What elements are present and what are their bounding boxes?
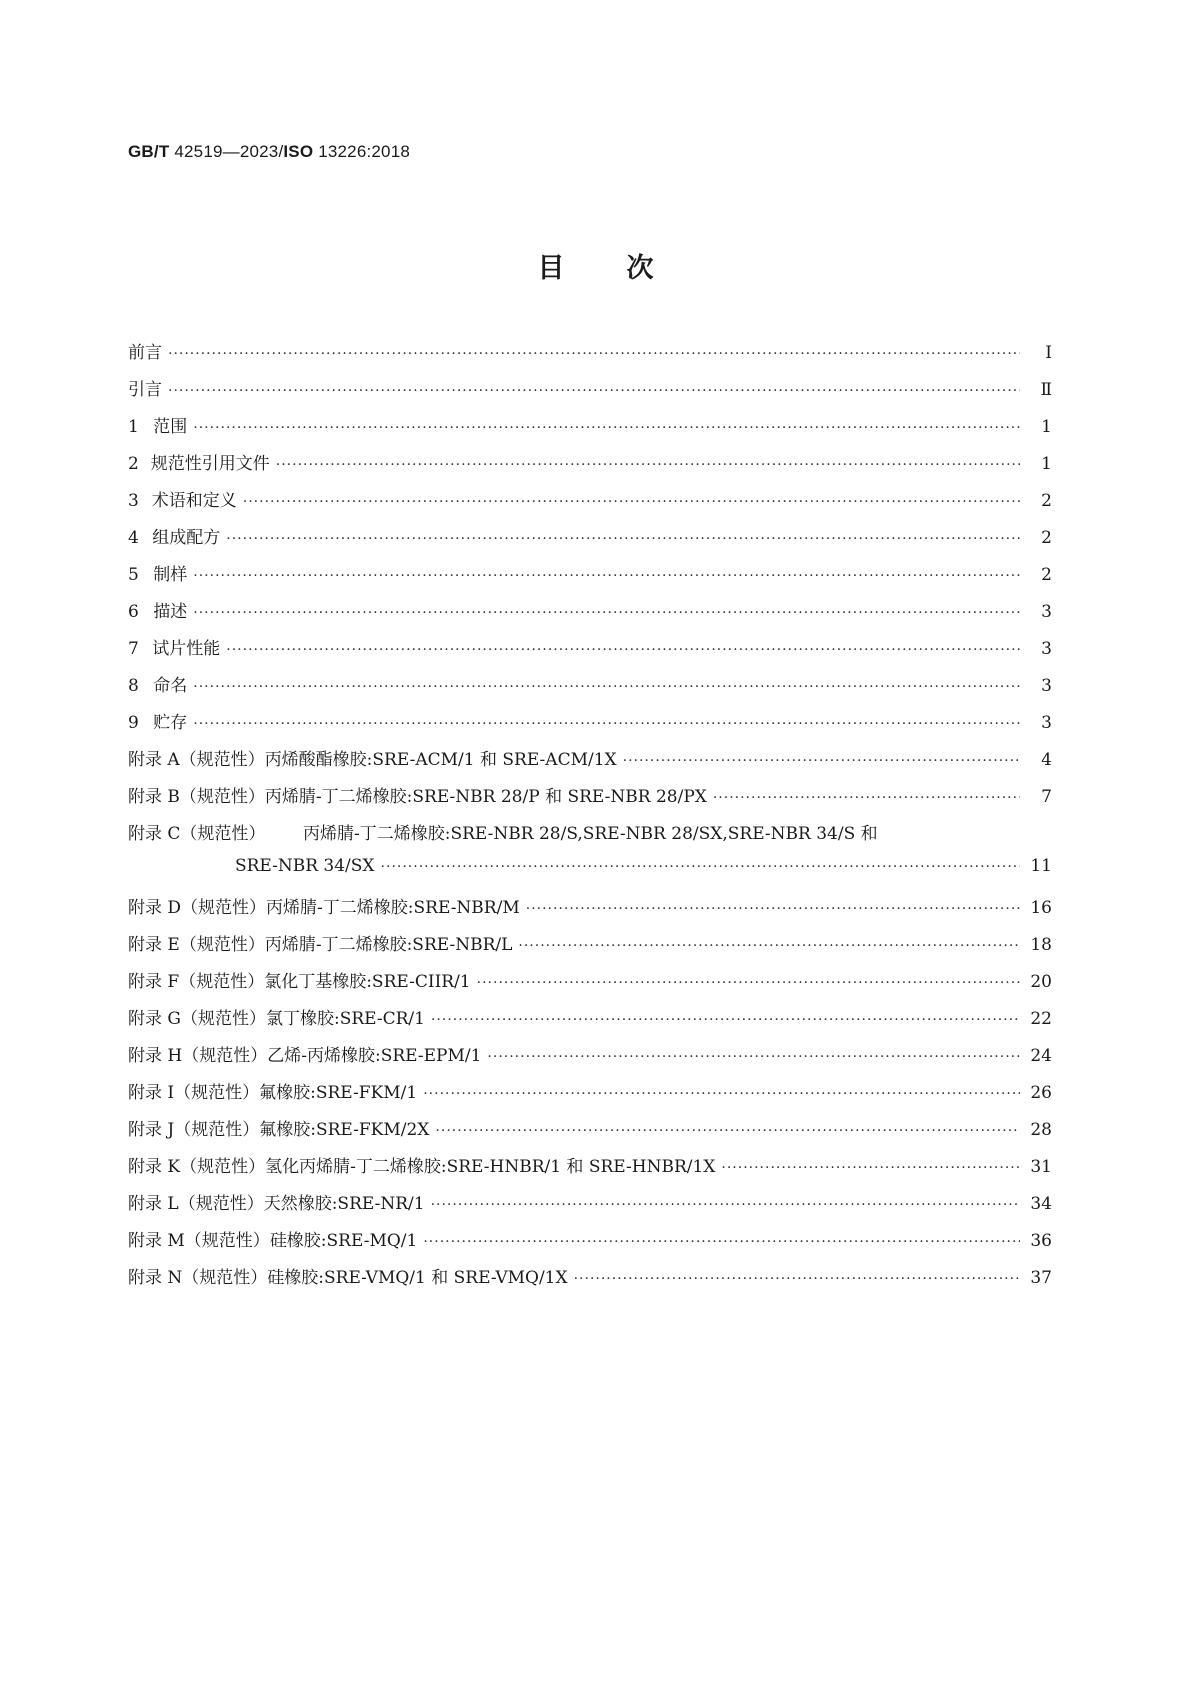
clause-number: 5 [128,565,139,585]
dot-leader [423,1086,1020,1102]
toc-entry-annex-k[interactable] [128,1152,1052,1189]
toc-entry-annex-c[interactable] [128,819,1052,856]
toc-entry-title: 丙烯酸酯橡胶:SRE-ACM/1 和 SRE-ACM/1X [264,750,617,770]
annex-label: 附录 G（规范性） [128,1009,266,1029]
clause-number: 8 [128,676,139,696]
toc-entry-title: 乙烯-丙烯橡胶:SRE-EPM/1 [267,1046,482,1066]
dot-leader [526,901,1020,917]
toc-page-number: 2 [1041,565,1052,585]
toc-entry-title: 贮存 [153,713,188,733]
toc-entry-clause-8[interactable] [128,671,1052,708]
document-code [128,142,410,162]
annex-label: 附录 F（规范性） [128,972,265,992]
dot-leader [431,1197,1020,1213]
dot-leader [193,679,1020,695]
toc-entry-annex-l[interactable] [128,1189,1052,1226]
annex-label: 附录 A（规范性） [128,750,265,770]
dot-leader [518,938,1020,954]
toc-entry-title: 氯化丁基橡胶:SRE-CIIR/1 [264,972,471,992]
toc-page-number: 24 [1030,1046,1052,1066]
toc-page-number: 26 [1030,1083,1052,1103]
toc-entry-title: 硅橡胶:SRE-VMQ/1 和 SRE-VMQ/1X [267,1268,568,1288]
clause-number: 7 [128,639,139,659]
toc-page-number: 16 [1030,898,1052,918]
dot-leader [435,1123,1020,1139]
toc-entry-title: 前言 [128,343,162,363]
dot-leader [381,859,1020,875]
toc-entry-annex-g[interactable] [128,1004,1052,1041]
toc-entry-clause-7[interactable] [128,634,1052,671]
clause-number: 2 [128,454,139,474]
toc-page-number: 3 [1041,676,1052,696]
standard-number: 42519—2023/ [174,142,284,161]
toc-entry-title: 丙烯腈-丁二烯橡胶:SRE-NBR/L [264,935,513,955]
toc-entry-title: 丙烯腈-丁二烯橡胶:SRE-NBR/M [266,898,520,918]
clause-number: 1 [128,417,139,437]
toc-entry-title: SRE-NBR 34/SX [234,856,375,876]
toc-page-number: 3 [1041,639,1052,659]
toc-page-number: Ⅱ [1040,380,1052,400]
toc-entry-clause-6[interactable] [128,597,1052,634]
toc-entry-title: 氯丁橡胶:SRE-CR/1 [265,1009,425,1029]
toc-page-number: 22 [1030,1009,1052,1029]
toc-entry-annex-a[interactable] [128,745,1052,782]
annex-label: 附录 D（规范性） [128,898,267,918]
table-of-contents [128,338,1052,1300]
dot-leader [713,790,1020,806]
toc-entry-title: 引言 [128,380,162,400]
toc-entry-title: 丙烯腈-丁二烯橡胶:SRE-NBR 28/P 和 SRE-NBR 28/PX [264,787,707,807]
dot-leader [193,605,1020,621]
dot-leader [168,383,1020,399]
clause-number: 4 [128,528,139,548]
toc-entry-title: 命名 [153,676,188,696]
toc-entry-title: 氢化丙烯腈-丁二烯橡胶:SRE-HNBR/1 和 SRE-HNBR/1X [265,1157,716,1177]
annex-label: 附录 H（规范性） [128,1046,268,1066]
dot-leader [487,1049,1020,1065]
dot-leader [168,346,1020,362]
toc-entry-preface[interactable] [128,338,1052,375]
dot-leader [193,568,1020,584]
dot-leader [721,1160,1020,1176]
dot-leader [423,1234,1020,1250]
toc-entry-clause-2[interactable] [128,449,1052,486]
toc-entry-annex-m[interactable] [128,1226,1052,1263]
dot-leader [226,642,1020,658]
toc-page-number: 1 [1041,454,1052,474]
toc-entry-introduction[interactable] [128,375,1052,412]
dot-leader [193,716,1020,732]
toc-page-number: 34 [1030,1194,1052,1214]
dot-leader [623,753,1020,769]
toc-page-number: 31 [1030,1157,1052,1177]
toc-entry-annex-c-continued[interactable] [128,856,1052,893]
toc-entry-clause-4[interactable] [128,523,1052,560]
toc-entry-title: 氟橡胶:SRE-FKM/2X [259,1120,430,1140]
annex-label: 附录 L（规范性） [128,1194,264,1214]
toc-entry-title: 硅橡胶:SRE-MQ/1 [269,1231,418,1251]
toc-entry-annex-h[interactable] [128,1041,1052,1078]
dot-leader [243,494,1020,510]
clause-number: 3 [128,491,139,511]
annex-label: 附录 B（规范性） [128,787,265,807]
toc-page-number: 37 [1030,1268,1052,1288]
toc-page-number: 3 [1041,713,1052,733]
clause-number: 9 [128,713,139,733]
annex-label: 附录 I（规范性） [128,1083,260,1103]
clause-number: 6 [128,602,139,622]
toc-entry-title: 描述 [153,602,188,622]
toc-entry-title: 丙烯腈-丁二烯橡胶:SRE-NBR 28/S,SRE-NBR 28/SX,SRE-NBR 34/S 和 [303,824,878,844]
annex-label: 附录 E（规范性） [128,935,265,955]
iso-prefix: ISO [283,142,314,161]
dot-leader [477,975,1020,991]
toc-entry-title: 试片性能 [152,639,221,659]
annex-label: 附录 J（规范性） [128,1120,260,1140]
toc-entry-clause-1[interactable] [128,412,1052,449]
dot-leader [276,457,1020,473]
toc-page-number: 1 [1041,417,1052,437]
toc-entry-title: 氟橡胶:SRE-FKM/1 [259,1083,418,1103]
toc-entry-clause-5[interactable] [128,560,1052,597]
iso-number: 13226:2018 [318,142,411,161]
toc-entry-clause-9[interactable] [128,708,1052,745]
dot-leader [226,531,1020,547]
toc-entry-title: 组成配方 [152,528,221,548]
dot-leader [574,1271,1020,1287]
toc-page-number: 3 [1041,602,1052,622]
toc-page-number: 7 [1041,787,1052,807]
toc-entry-clause-3[interactable] [128,486,1052,523]
toc-page-number: Ⅰ [1045,343,1052,363]
toc-page-number: 11 [1030,856,1052,876]
toc-page-number: 18 [1030,935,1052,955]
toc-entry-annex-e[interactable] [128,930,1052,967]
toc-page-number: 28 [1030,1120,1052,1140]
toc-entry-annex-j[interactable] [128,1115,1052,1152]
toc-entry-annex-n[interactable] [128,1263,1052,1300]
toc-page-number: 2 [1041,491,1052,511]
annex-label: 附录 N（规范性） [128,1268,268,1288]
annex-label: 附录 K（规范性） [128,1157,266,1177]
toc-entry-title: 天然橡胶:SRE-NR/1 [263,1194,425,1214]
toc-entry-title: 规范性引用文件 [150,454,270,474]
dot-leader [431,1012,1020,1028]
toc-title: 目次 [537,253,716,284]
standard-prefix: GB/T [128,142,170,161]
toc-entry-title: 范围 [153,417,188,437]
toc-page-number: 2 [1041,528,1052,548]
toc-page-number: 4 [1041,750,1052,770]
toc-entry-annex-b[interactable] [128,782,1052,819]
dot-leader [193,420,1020,436]
toc-entry-annex-d[interactable] [128,893,1052,930]
annex-label: 附录 M（规范性） [128,1231,270,1251]
toc-entry-title: 术语和定义 [151,491,237,511]
toc-page-number: 20 [1030,972,1052,992]
toc-entry-annex-f[interactable] [128,967,1052,1004]
toc-entry-title: 制样 [153,565,188,585]
annex-label: 附录 C（规范性） [128,824,266,844]
toc-entry-annex-i[interactable] [128,1078,1052,1115]
toc-page-number: 36 [1030,1231,1052,1251]
